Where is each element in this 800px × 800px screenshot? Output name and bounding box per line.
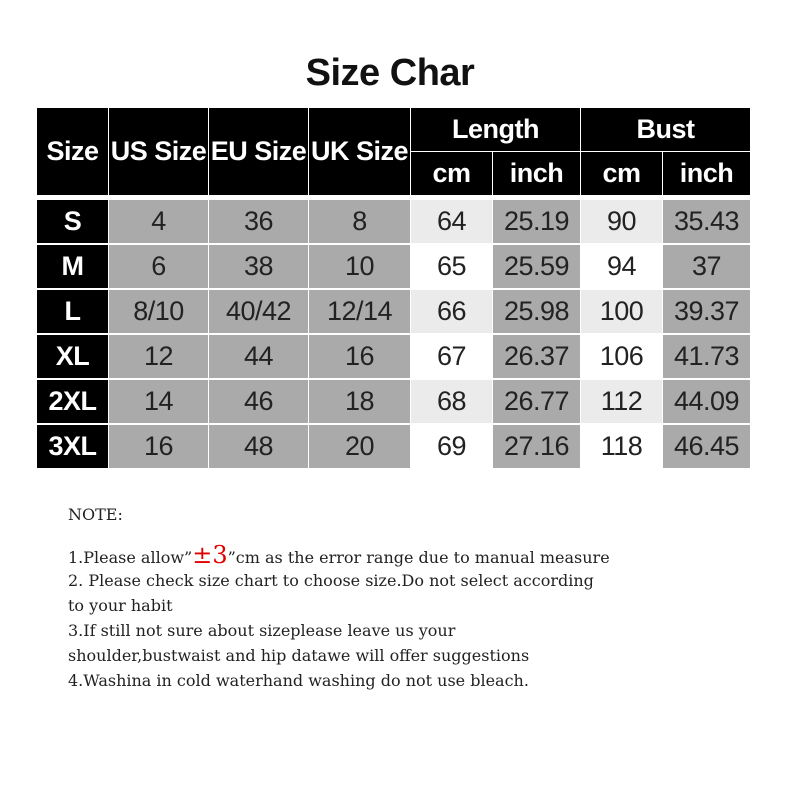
cell-bust-inch: 46.45 [663, 425, 750, 468]
note-line-1 [68, 543, 768, 568]
cell-bust-inch: 35.43 [663, 200, 750, 243]
cell-length-cm: 66 [411, 290, 492, 333]
cell-bust-inch: 44.09 [663, 380, 750, 423]
note-line-3-cont: shoulder,bustwaist and hip datawe will offer suggestions [68, 646, 530, 665]
cell-length-cm: 67 [411, 335, 492, 378]
cell-eu: 40/42 [209, 290, 308, 333]
header-length: Length [411, 108, 580, 151]
cell-uk: 16 [309, 335, 410, 378]
cell-eu: 46 [209, 380, 308, 423]
cell-uk: 12/14 [309, 290, 410, 333]
row-size: 3XL [37, 425, 108, 468]
cell-bust-cm: 106 [581, 335, 662, 378]
cell-length-inch: 25.19 [493, 200, 580, 243]
header-length-inch: inch [493, 152, 580, 195]
cell-length-cm: 65 [411, 245, 492, 288]
cell-eu: 44 [209, 335, 308, 378]
cell-us: 12 [109, 335, 208, 378]
header-bust: Bust [581, 108, 750, 151]
row-size: XL [37, 335, 108, 378]
note-line-2: 2. Please check size chart to choose size.Do not select according [68, 571, 594, 590]
header-size: Size [37, 108, 108, 195]
cell-bust-cm: 94 [581, 245, 662, 288]
cell-bust-cm: 118 [581, 425, 662, 468]
cell-us: 4 [109, 200, 208, 243]
cell-us: 6 [109, 245, 208, 288]
cell-bust-cm: 90 [581, 200, 662, 243]
cell-bust-inch: 39.37 [663, 290, 750, 333]
cell-uk: 10 [309, 245, 410, 288]
row-size: S [37, 200, 108, 243]
notes-section [68, 502, 768, 693]
cell-length-cm: 64 [411, 200, 492, 243]
cell-bust-cm: 112 [581, 380, 662, 423]
cell-bust-inch: 37 [663, 245, 750, 288]
cell-length-cm: 68 [411, 380, 492, 423]
cell-length-inch: 27.16 [493, 425, 580, 468]
page-title: Size Char [305, 52, 475, 94]
header-eu-size: EU Size [209, 108, 308, 195]
note-1-text-start: 1.Please allow” [68, 548, 193, 567]
cell-eu: 36 [209, 200, 308, 243]
header-uk-size: UK Size [309, 108, 410, 195]
note-line-3: 3.If still not sure about sizeplease leave us your [68, 621, 456, 640]
cell-uk: 20 [309, 425, 410, 468]
note-1-text-end: ”cm as the error range due to manual measure [227, 548, 610, 567]
cell-eu: 38 [209, 245, 308, 288]
header-bust-inch: inch [663, 152, 750, 195]
row-size: L [37, 290, 108, 333]
cell-bust-inch: 41.73 [663, 335, 750, 378]
notes-heading: NOTE: [68, 505, 123, 524]
header-bust-cm: cm [581, 152, 662, 195]
note-line-2-cont: to your habit [68, 596, 173, 615]
header-length-cm: cm [411, 152, 492, 195]
tolerance-value: ±3 [192, 541, 228, 569]
cell-length-inch: 25.98 [493, 290, 580, 333]
cell-eu: 48 [209, 425, 308, 468]
row-size: 2XL [37, 380, 108, 423]
cell-length-inch: 26.77 [493, 380, 580, 423]
cell-us: 14 [109, 380, 208, 423]
cell-uk: 18 [309, 380, 410, 423]
header-us-size: US Size [109, 108, 208, 195]
note-line-4: 4.Washina in cold waterhand washing do not use bleach. [68, 671, 529, 690]
row-size: M [37, 245, 108, 288]
cell-length-inch: 26.37 [493, 335, 580, 378]
cell-uk: 8 [309, 200, 410, 243]
cell-length-inch: 25.59 [493, 245, 580, 288]
cell-us: 8/10 [109, 290, 208, 333]
cell-us: 16 [109, 425, 208, 468]
cell-bust-cm: 100 [581, 290, 662, 333]
cell-length-cm: 69 [411, 425, 492, 468]
